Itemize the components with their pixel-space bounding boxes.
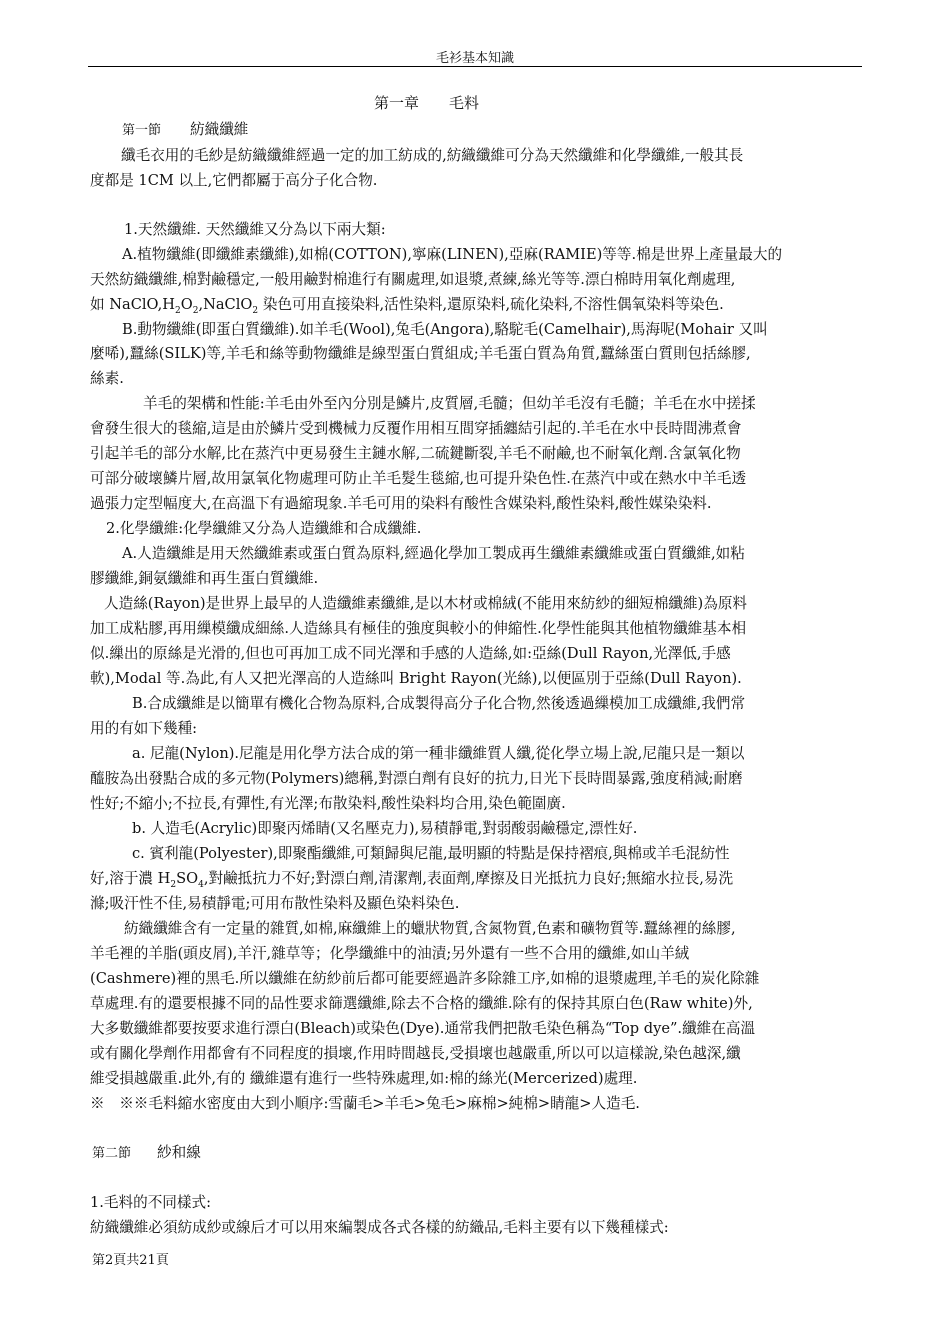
header-rule [88, 66, 862, 67]
impurities-line-7: 維受損越嚴重.此外,有的 纖維還有進行一些特殊處理,如:棉的絲光(Mercerized)處理. [90, 1070, 638, 1087]
nylon-line-2: 醯胺為出發點合成的多元物(Polymers)總稱,對漂白劑有良好的抗力,日光下長時間暴露,強度稍減;耐磨 [90, 770, 743, 787]
chemical-fiber-heading: 2.化學纖維:化學纖維又分為人造纖維和合成纖維. [106, 520, 422, 537]
nylon-line-1: a. 尼龍(Nylon).尼龍是用化學方法合成的第一種非纖維質人纖,從化學立場上說,尼龍只是一類以 [132, 745, 745, 762]
wool-line-3: 引起羊毛的部分水解,比在蒸汽中更易發生主鏈水解,二硫鍵斷裂,羊毛不耐鹼,也不耐氧化劑.含氯氧化物 [90, 445, 741, 462]
styles-text: 紡織纖維必須紡成紗或線后才可以用來編製成各式各樣的紡織品,毛料主要有以下幾種樣式: [90, 1219, 669, 1236]
running-header: 毛衫基本知識 [435, 51, 514, 66]
intro-line-2: 度都是 1CM 以上,它們都屬于高分子化合物. [90, 172, 378, 189]
polyester-line-3: 滌;吸汗性不佳,易積靜電;可用布散性染料及顯色染料染色. [90, 895, 460, 912]
chapter-title: 第一章 毛料 [374, 94, 480, 112]
section-label: 第一節 [122, 123, 162, 138]
rayon-line-3: 似.繅出的原絲是光滑的,但也可再加工成不同光澤和手感的人造絲,如:亞絲(Dull Rayon,光澤低,手感 [90, 645, 731, 662]
polyester-line-2: 好,溶于濃 $H_2SO_4$,對鹼抵抗力不好;對漂白劑,清潔劑,表面劑,摩擦及日光抵抗力良好;無縮水拉長,易洗 [90, 870, 734, 890]
acrylic-line: b. 人造毛(Acrylic)即聚丙烯睛(又名壓克力),易積靜電,對弱酸弱鹼穩定,漂性好. [132, 820, 638, 837]
plant-fiber-line-2: 天然紡織纖維,棉對鹼穩定,一般用鹼對棉進行有關處理,如退漿,煮練,絲光等等.漂白棉時用氧化劑處理, [90, 271, 736, 288]
rayon-line-2: 加工成粘膠,再用繅模纖成細絲.人造絲具有極佳的強度與較小的伸縮性.化學性能與其他植物纖維基本相 [90, 620, 747, 637]
natural-fiber-heading: 1.天然纖維. 天然纖維又分為以下兩大類: [124, 221, 386, 238]
wool-line-1: 羊毛的架構和性能:羊毛由外至內分別是鱗片,皮質層,毛髓；但幼羊毛沒有毛髓；羊毛在水中搓揉 [143, 395, 756, 412]
page-number: 第2頁共21頁 [92, 1253, 169, 1268]
section-title: 紡織纖維 [190, 121, 249, 138]
plant-fiber-line-1: A.植物纖維(即纖維素纖維),如棉(COTTON),寧麻(LINEN),亞麻(RAMIE)等等.棉是世界上產量最大的 [122, 246, 783, 263]
intro-line-1: 纖毛衣用的毛紗是紡織纖維經過一定的加工紡成的,紡織纖維可分為天然纖維和化學纖維,一般其長 [121, 147, 744, 164]
impurities-line-2: 羊毛裡的羊脂(頭皮屑),羊汗,雜草等；化學纖維中的油漬;另外還有一些不合用的纖維,如山羊絨 [90, 945, 690, 962]
shrinkage-note: ※ ※※毛料縮水密度由大到小順序:雪蘭毛>羊毛>兔毛>麻棉>純棉>睛龍>人造毛. [90, 1095, 640, 1112]
plant-fiber-line-3: 如 $NaClO,H_2O_2,NaClO_2$ 染色可用直接染料,活性染料,還原染料,硫化染料,不溶性偶氧染料等染色. [90, 296, 724, 316]
impurities-line-4: 草處理.有的還要根據不同的品性要求篩選纖維,除去不合格的纖維.除有的保持其原白色(Raw white)外, [90, 995, 753, 1012]
wool-line-5: 過張力定型幅度大,在高溫下有過縮現象.羊毛可用的染料有酸性含媒染料,酸性染料,酸性媒染染料. [90, 495, 712, 512]
impurities-line-3: (Cashmere)裡的黑毛.所以纖維在紡紗前后都可能要經過許多除雜工序,如棉的退漿處理,羊毛的炭化除雜 [90, 970, 760, 987]
nylon-line-3: 性好;不縮小;不拉長,有彈性,有光澤;布散染料,酸性染料均合用,染色範圍廣. [90, 795, 566, 812]
rayon-line-4: 軟),Modal 等.為此,有人又把光澤高的人造絲叫 Bright Rayon(光絲),以便區別于亞絲(Dull Rayon). [90, 670, 742, 687]
animal-fiber-line-1: B.動物纖維(即蛋白質纖維).如羊毛(Wool),兔毛(Angora),駱駝毛(Camelhair),馬海呢(Mohair 又叫 [122, 321, 768, 338]
rayon-line-1: 人造絲(Rayon)是世界上最早的人造纖維素纖維,是以木材或棉絨(不能用來紡紗的細短棉纖維)為原料 [104, 595, 748, 612]
synthetic-line-2: 用的有如下幾種: [90, 720, 198, 737]
polyester-line-1: c. 賓利龍(Polyester),即聚酯纖維,可類歸與尼龍,最明顯的特點是保持褶痕,與棉或羊毛混紡性 [132, 845, 730, 862]
styles-heading: 1.毛料的不同樣式: [90, 1194, 211, 1211]
wool-line-2: 會發生很大的毯縮,這是由於鱗片受到機械力反覆作用相互間穿插纏結引起的.羊毛在水中長時間沸煮會 [90, 420, 742, 437]
animal-fiber-line-2: 麼唏),蠶絲(SILK)等,羊毛和絲等動物纖維是線型蛋白質組成;羊毛蛋白質為角質,蠶絲蛋白質則包括絲膠, [90, 345, 751, 362]
impurities-line-1: 紡織纖維含有一定量的雜質,如棉,麻纖維上的蠟狀物質,含氮物質,色素和礦物質等.蠶絲裡的絲膠, [124, 920, 736, 937]
man-made-line-1: A.人造纖維是用天然纖維素或蛋白質為原料,經過化學加工製成再生纖維素纖維或蛋白質纖維,如粘 [122, 545, 745, 562]
impurities-line-5: 大多數纖維都要按要求進行漂白(Bleach)或染色(Dye).通常我們把散毛染色稱為“Top dye”.纖維在高溫 [90, 1020, 756, 1037]
man-made-line-2: 膠纖維,銅氨纖維和再生蛋白質纖維. [90, 570, 319, 587]
section-title: 紗和線 [157, 1144, 201, 1161]
synthetic-line-1: B.合成纖維是以簡單有機化合物為原料,合成製得高分子化合物,然後透過繅模加工成纖維,我們常 [132, 695, 746, 712]
impurities-line-6: 或有關化學劑作用都會有不同程度的損壞,作用時間越長,受損壞也越嚴重,所以可以這樣說,染色越深,纖 [90, 1045, 741, 1062]
animal-fiber-line-3: 絲素. [90, 370, 124, 387]
wool-line-4: 可部分破壞鱗片層,故用氯氧化物處理可防止羊毛髮生毯縮,也可提升染色性.在蒸汽中或在熱水中羊毛透 [90, 470, 747, 487]
section-label: 第二節 [92, 1146, 132, 1161]
